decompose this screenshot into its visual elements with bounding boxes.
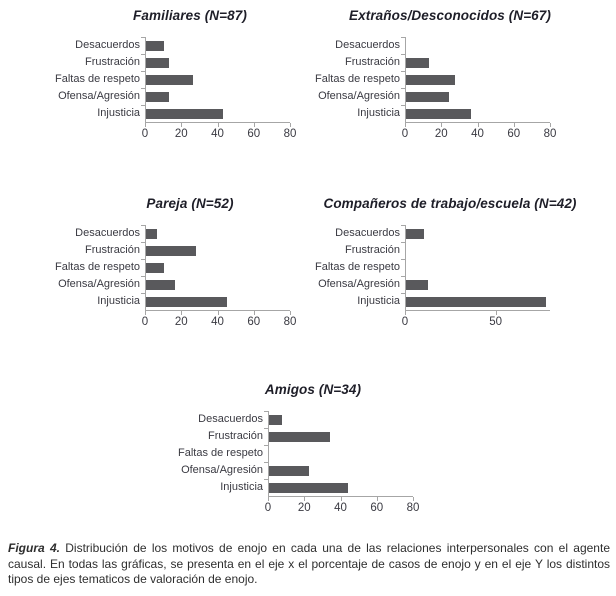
x-axis-tick: [341, 497, 342, 501]
bar: [146, 92, 169, 102]
category-label: Ofensa/Agresión: [58, 90, 140, 102]
bar-row: [406, 88, 550, 105]
plot: [401, 37, 557, 140]
bar-row: [269, 445, 413, 462]
y-axis-tick: [401, 88, 405, 89]
figure-caption-label: Figura 4.: [8, 541, 60, 555]
bar-row: [269, 462, 413, 479]
x-axis-tick: [290, 311, 291, 315]
x-axis-tick-label: 20: [174, 128, 188, 140]
x-axis-tick: [496, 311, 497, 315]
y-axis-tick: [401, 37, 405, 38]
figure-caption-text: Distribución de los motivos de enojo en cada una de las relaciones interpersonales con el agente causal. En todas las gráficas, se presenta en el eje x el porcentaje de casos de enojo y en el eje Y los distintos tipos de ejes tematicos de valoración de enojo.: [8, 541, 610, 586]
category-label: Ofensa/Agresión: [318, 90, 400, 102]
category-label: Injusticia: [357, 295, 400, 307]
x-axis-tick-label: 80: [283, 128, 297, 140]
bar: [146, 41, 164, 51]
chart-amigos: [163, 382, 420, 514]
bar: [146, 263, 164, 273]
y-axis-tick: [141, 37, 145, 38]
y-axis-tick: [141, 225, 145, 226]
category-axis: [300, 37, 405, 123]
bar-row: [406, 293, 550, 310]
category-label: Injusticia: [357, 107, 400, 119]
bar-row: [146, 293, 290, 310]
bar: [269, 483, 348, 493]
bar: [146, 297, 227, 307]
x-axis-tick: [268, 497, 269, 501]
x-axis-tick-label: 60: [507, 128, 521, 140]
y-axis-tick: [141, 88, 145, 89]
bar-row: [146, 37, 290, 54]
y-axis-tick: [141, 54, 145, 55]
bar: [146, 109, 223, 119]
plot: [141, 37, 297, 140]
x-axis-tick: [405, 311, 406, 315]
y-axis-tick: [401, 259, 405, 260]
y-axis-tick: [141, 105, 145, 106]
bar-row: [146, 225, 290, 242]
x-axis-tick: [413, 497, 414, 501]
plot-area: [145, 37, 290, 123]
category-axis: [300, 225, 405, 311]
x-axis-tick: [181, 311, 182, 315]
x-axis-tick: [254, 123, 255, 127]
x-axis-tick-label: 40: [334, 502, 347, 514]
y-axis-tick: [141, 293, 145, 294]
x-axis-tick: [478, 123, 479, 127]
y-axis-tick: [401, 225, 405, 226]
bar: [406, 58, 429, 68]
bar-row: [269, 428, 413, 445]
bar-row: [269, 411, 413, 428]
bar: [406, 75, 455, 85]
y-axis-tick: [401, 242, 405, 243]
plot: [264, 411, 420, 514]
plot-area: [268, 411, 413, 497]
x-axis-tick-label: 40: [211, 128, 224, 140]
x-axis-tick: [550, 123, 551, 127]
x-axis-tick: [405, 123, 406, 127]
category-label: Desacuerdos: [198, 413, 263, 425]
x-axis-tick-label: 20: [434, 128, 448, 140]
x-axis-tick-label: 0: [264, 502, 272, 514]
chart-plot-body: [300, 37, 557, 140]
bar: [406, 297, 546, 307]
x-axis-tick: [441, 123, 442, 127]
category-label: Frustración: [344, 56, 400, 68]
x-axis-tick: [145, 123, 146, 127]
bar: [146, 58, 169, 68]
x-axis-tick-label: 0: [141, 316, 149, 328]
category-label: Desacuerdos: [75, 39, 140, 51]
y-axis-tick: [401, 71, 405, 72]
x-axis-tick: [377, 497, 378, 501]
bar-row: [406, 37, 550, 54]
x-axis-tick-label: 60: [247, 316, 261, 328]
bar-row: [146, 88, 290, 105]
bar: [406, 92, 449, 102]
chart-familiares: [40, 8, 297, 140]
bar: [269, 415, 282, 425]
x-axis-tick-label: 80: [543, 128, 557, 140]
chart-title: Pareja (N=52): [146, 196, 234, 211]
x-axis-tick: [145, 311, 146, 315]
y-axis-tick: [401, 54, 405, 55]
chart-plot-body: [300, 225, 550, 328]
bar: [146, 75, 193, 85]
y-axis-tick: [141, 71, 145, 72]
x-axis-tick-label: 40: [471, 128, 484, 140]
category-label: Desacuerdos: [335, 227, 400, 239]
bar: [269, 432, 330, 442]
x-axis-tick-label: 60: [247, 128, 261, 140]
bar-row: [406, 259, 550, 276]
x-axis-tick-label: 80: [283, 316, 297, 328]
category-label: Injusticia: [97, 107, 140, 119]
bar-row: [406, 71, 550, 88]
category-label: Ofensa/Agresión: [58, 278, 140, 290]
plot-area: [405, 37, 550, 123]
y-axis-tick: [141, 259, 145, 260]
y-axis-tick: [264, 445, 268, 446]
x-axis-tick-label: 20: [297, 502, 311, 514]
bar: [146, 229, 157, 239]
category-label: Faltas de respeto: [315, 261, 400, 273]
x-axis-tick-label: 0: [401, 316, 409, 328]
category-label: Frustración: [84, 244, 140, 256]
chart-companeros-trabajo-escuela: [300, 196, 577, 328]
bar-row: [146, 276, 290, 293]
category-axis: [163, 411, 268, 497]
x-axis-tick: [254, 311, 255, 315]
chart-plot-body: [163, 411, 420, 514]
x-axis-tick: [218, 311, 219, 315]
category-label: Frustración: [344, 244, 400, 256]
y-axis-tick: [401, 293, 405, 294]
bar-row: [146, 242, 290, 259]
bar: [406, 280, 428, 290]
chart-title: Familiares (N=87): [133, 8, 247, 23]
category-label: Desacuerdos: [335, 39, 400, 51]
category-label: Frustración: [207, 430, 263, 442]
x-axis-tick: [181, 123, 182, 127]
x-axis-tick-label: 60: [370, 502, 384, 514]
bar: [269, 466, 309, 476]
x-axis-tick-label: 50: [489, 316, 503, 328]
bar-row: [406, 276, 550, 293]
category-label: Ofensa/Agresión: [181, 464, 263, 476]
chart-pareja: [40, 196, 297, 328]
bar-row: [146, 259, 290, 276]
x-axis-tick-label: 80: [406, 502, 420, 514]
category-label: Injusticia: [220, 481, 263, 493]
x-axis-tick-label: 0: [141, 128, 149, 140]
category-label: Faltas de respeto: [55, 73, 140, 85]
bar-row: [146, 54, 290, 71]
bar: [146, 280, 175, 290]
y-axis-tick: [264, 428, 268, 429]
y-axis-tick: [401, 276, 405, 277]
category-label: Frustración: [84, 56, 140, 68]
x-axis-tick-label: 20: [174, 316, 188, 328]
category-axis: [40, 37, 145, 123]
chart-title: Extraños/Desconocidos (N=67): [349, 8, 551, 23]
chart-extranos-desconocidos: [300, 8, 557, 140]
y-axis-tick: [264, 462, 268, 463]
x-axis-tick: [290, 123, 291, 127]
bar-row: [406, 105, 550, 122]
chart-title: Compañeros de trabajo/escuela (N=42): [323, 196, 577, 211]
bar: [406, 109, 471, 119]
x-axis-tick: [218, 123, 219, 127]
x-axis-tick-label: 40: [211, 316, 224, 328]
bar: [406, 229, 424, 239]
category-axis: [40, 225, 145, 311]
plot-area: [145, 225, 290, 311]
y-axis-tick: [264, 479, 268, 480]
category-label: Faltas de respeto: [55, 261, 140, 273]
chart-title: Amigos (N=34): [264, 382, 362, 397]
y-axis-tick: [141, 242, 145, 243]
category-label: Faltas de respeto: [315, 73, 400, 85]
plot: [141, 225, 297, 328]
plot: [401, 225, 550, 328]
category-label: Ofensa/Agresión: [318, 278, 400, 290]
y-axis-tick: [141, 276, 145, 277]
figure-caption: [8, 541, 610, 588]
y-axis-tick: [401, 105, 405, 106]
chart-plot-body: [40, 225, 297, 328]
bar-row: [406, 242, 550, 259]
y-axis-tick: [264, 411, 268, 412]
bar-row: [269, 479, 413, 496]
chart-plot-body: [40, 37, 297, 140]
bar-row: [406, 225, 550, 242]
plot-area: [405, 225, 550, 311]
bar-row: [406, 54, 550, 71]
x-axis-tick-label: 0: [401, 128, 409, 140]
bar-row: [146, 105, 290, 122]
category-label: Desacuerdos: [75, 227, 140, 239]
category-label: Faltas de respeto: [178, 447, 263, 459]
bar: [146, 246, 196, 256]
x-axis-tick: [514, 123, 515, 127]
x-axis-tick: [304, 497, 305, 501]
bar-row: [146, 71, 290, 88]
category-label: Injusticia: [97, 295, 140, 307]
